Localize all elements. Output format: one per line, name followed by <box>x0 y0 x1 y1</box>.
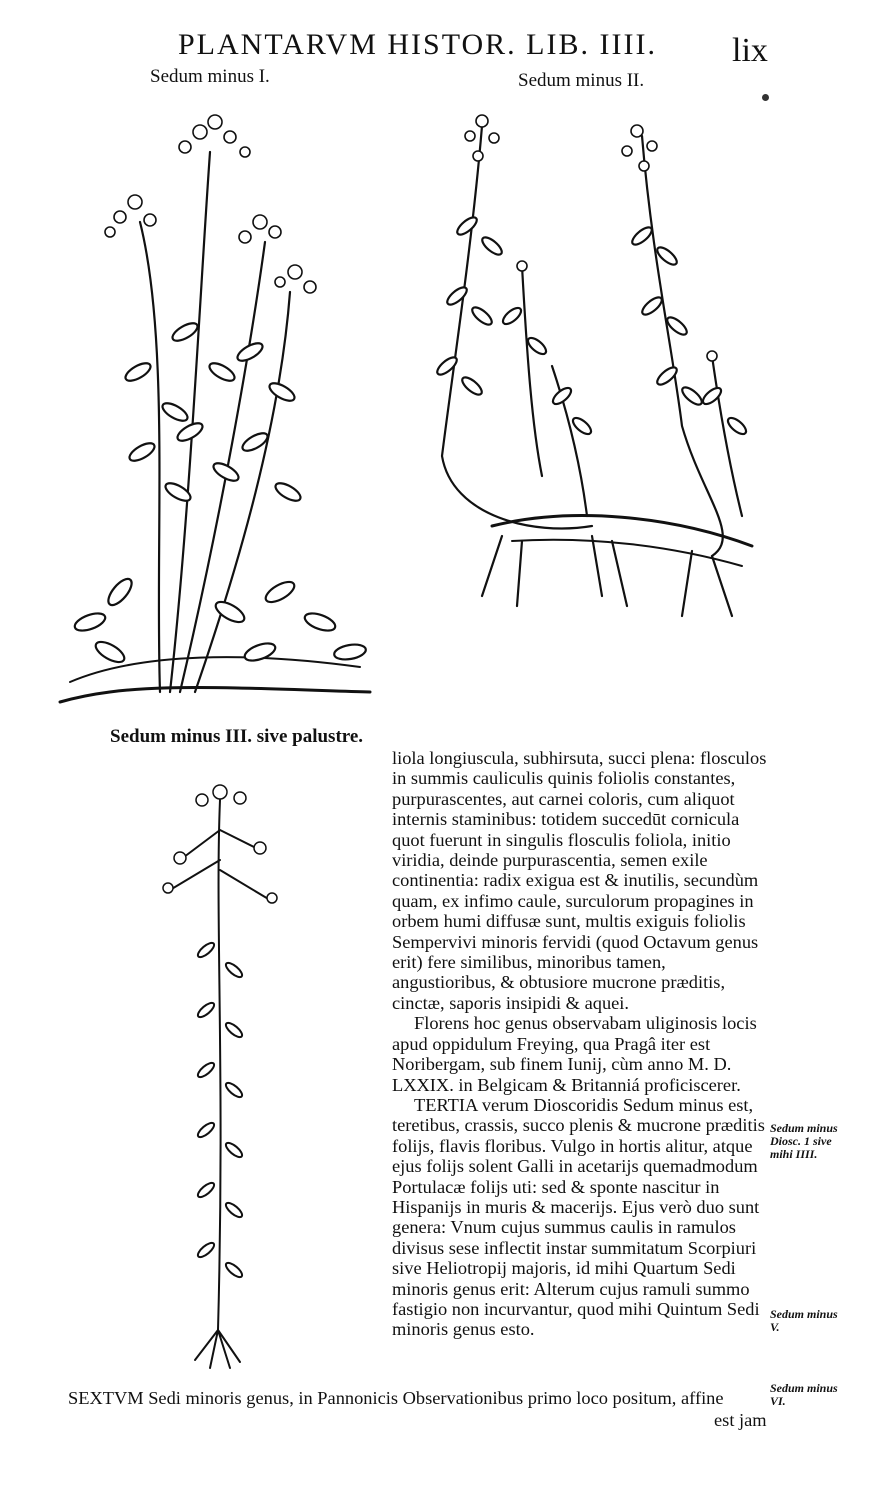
margin-note-3: Sedum minus VI. <box>770 1381 838 1408</box>
paragraph-2: Florens hoc genus observabam uliginosis locis apud oppidulum Freying, qua Pragâ iter est Noribergam, sub finem Iunij, cùm anno M. D. LXXIX. in Belgicam & Britanniá proficiscerer. <box>392 1013 757 1095</box>
woodcut-sedum-minus-1 <box>50 92 380 722</box>
woodcut-sedum-minus-2 <box>412 96 772 656</box>
figure-caption-3: Sedum minus III. sive palustre. <box>110 726 364 747</box>
figure-caption-2: Sedum minus II. <box>518 70 645 91</box>
figure-caption-1: Sedum minus I. <box>150 66 270 87</box>
page-number: lix <box>732 32 768 69</box>
running-title: PLANTARVM HISTOR. LIB. IIII. <box>178 28 657 61</box>
woodcut-sedum-minus-3 <box>140 770 300 1370</box>
margin-note-2: Sedum minus V. <box>770 1307 838 1334</box>
catchword: est jam <box>714 1410 767 1430</box>
body-text-column <box>392 748 768 1340</box>
paragraph-1: liola longiuscula, subhirsuta, succi plena: flosculos in summis cauliculis quinis foliolis constantes, purpurascentes, aut carnei coloris, cum aliquot internis staminibus: totidem succedūt cornicula quot fuerunt in singulis flosculis foliola, initio viridia, deinde purpurascentia, semen exile continentia: radix exigua est & inutilis, secundùm quam, ex infimo caule, surculorum propagines in orbem humi diffusæ sunt, multis exiguis foliolis Sempervivi minoris fervidi (quod Octavum genus erit) fere similibus, minoribus tamen, angustioribus, & obtusiore mucrone præditis, cinctæ, saporis insipidi & aquei. <box>392 748 767 1013</box>
bottom-text-line: SEXTVM Sedi minoris genus, in Pannonicis Observationibus primo loco positum, affine <box>68 1388 724 1408</box>
paragraph-3: TERTIA verum Dioscoridis Sedum minus est, teretibus, crassis, succo plenis & mucrone præditis folijs, flavis floribus. Vulgo in hortis alitur, atque ejus folijs solent Galli in acetarijs quemadmodum Portulacæ folijs uti: sed & sponte nascitur in Hispanijs in muris & macerijs. Ejus verò duo sunt genera: Vnum cujus summus caulis in ramulos divisus sese inflectit instar summitatum Scorpiuri sive Heliotropij majoris, id mihi Quartum Sedi minoris genus erit: Alterum cujus ramuli summo fastigio non incurvantur, quod mihi Quintum Sedi minoris genus esto. <box>392 1094 765 1340</box>
margin-note-1: Sedum minus Diosc. 1 sive mihi IIII. <box>770 1121 838 1161</box>
